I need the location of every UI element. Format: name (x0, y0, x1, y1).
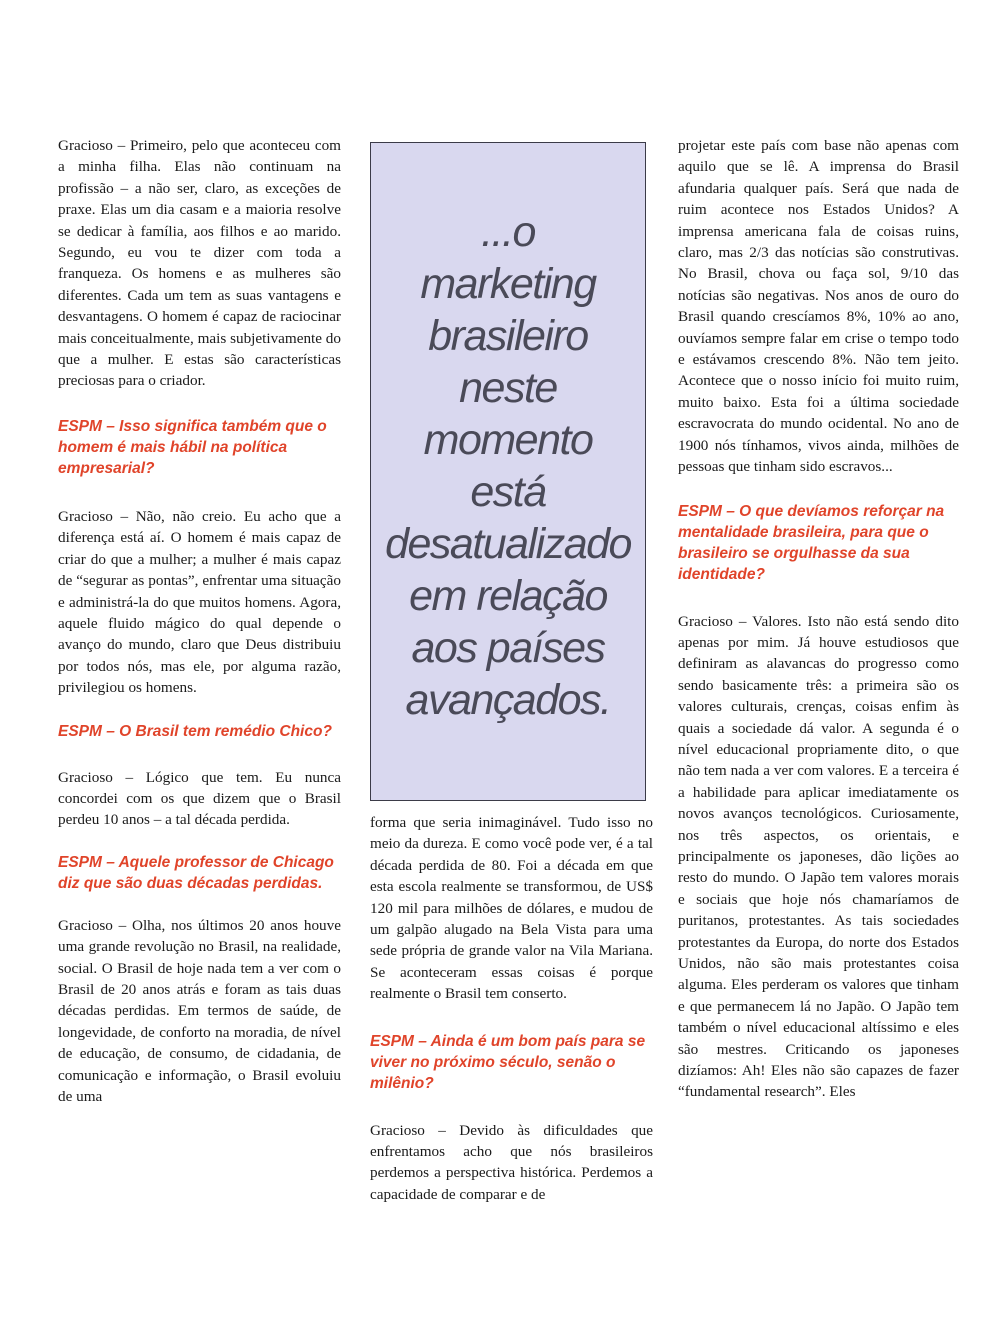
article-column-right (678, 135, 959, 1103)
interview-question: ESPM – Ainda é um bom país para se viver no próximo século, senão o milênio? (370, 1032, 646, 1092)
article-column-left (58, 135, 341, 1107)
answer-paragraph: Gracioso – Valores. Isto não está sendo dito apenas por mim. Já houve estudiosos que definiram as alavancas do progresso como sendo basicamente três: a primeira são os valores culturais, crenças, coisas enfim às quais a sociedade dá valor. A segunda é o nível educacional propriamente dito, o que não tem nada a ver com valores. E a terceira é a habilidade para aplicar imediatamente os novos avanços tecnológicos. Curiosamente, nos três aspectos, os orientais, e principalmente os japoneses, dão lições ao resto do mundo. O Japão tem valores morais e sociais que hoje nós chamaríamos de puritanos, protestantes. As tais sociedades protestantes da Europa, do norte dos Estados Unidos, não são mais protestantes coisa alguma. Eles perderam os valores que tinham e que permanecem lá no Japão. O Japão tem também o nível educacional altíssimo e eles são mestres. Criticando os japoneses dizíamos: Ah! Eles não são capazes de fazer “fundamental research”. Eles (678, 612, 959, 1101)
interview-question: ESPM – O que devíamos reforçar na mentalidade brasileira, para que o brasileiro se orgulhasse da sua identidade? (678, 502, 945, 583)
answer-paragraph: Gracioso – Primeiro, pelo que aconteceu com a minha filha. Elas não continuam na profissão – a não ser, claro, as exceções de praxe. Elas um dia casam e a maioria resolve se dedicar à família, aos filhos e ao marido. Segundo, eu vou te dizer com toda a franqueza. Os homens e as mulheres são diferentes. Cada um tem as suas vantagens e desvantagens. O homem é capaz de raciocinar mais conceitualmente, mais subjetivamente do que a mulher. E estas são características preciosas para o criador. (58, 137, 341, 390)
answer-paragraph: Gracioso – Devido às dificuldades que enfrentamos acho que nós brasileiros perdemos a perspectiva histórica. Perdemos a capacidade de comparar e de (370, 1121, 653, 1203)
interview-question: ESPM – Isso significa também que o homem é mais hábil na política empresarial? (58, 417, 327, 477)
answer-paragraph: Gracioso – Lógico que tem. Eu nunca concordei com os que dizem que o Brasil perdeu 10 anos – a tal década perdida. (58, 768, 341, 829)
interview-question: ESPM – Aquele professor de Chicago diz que são duas décadas perdidas. (58, 853, 334, 892)
answer-paragraph: Gracioso – Olha, nos últimos 20 anos houve uma grande revolução no Brasil, na realidade, social. O Brasil de hoje nada tem a ver com o Brasil de 20 anos atrás e foram as tais duas décadas perdidas. Em termos de saúde, de longevidade, de conforto na moradia, de nível de educação, de consumo, de cidadania, de comunicação e informação, o Brasil evoluiu de uma (58, 916, 341, 1105)
answer-paragraph: projetar este país com base não apenas com aquilo que se lê. A imprensa do Brasil afundaria qualquer país. Será que nada de ruim acontece nos Estados Unidos? A imprensa americana fala de coisas ruins, claro, mas 2/3 das notícias são construtivas. No Brasil, chova ou faça sol, 9/10 das notícias são negativas. Nos anos de ouro do Brasil quando crescíamos 8%, 10% ao ano, ouvíamos sempre falar em crise o tempo todo e estávamos crescendo 8%. Não tem jeito. Acontece que o nosso início foi muito ruim, muito baixo. Esta foi a última sociedade escravocrata do mundo ocidental. No ano de 1900 nós tínhamos, vivos ainda, milhões de pessoas que tinham sido escravos... (678, 137, 959, 476)
pull-quote-text: ...o marketing brasileiro neste momento está desatualizado em relação aos países avançados. (385, 207, 631, 724)
pull-quote-box (370, 142, 646, 801)
answer-paragraph: Gracioso – Não, não creio. Eu acho que a diferença está aí. O homem é mais capaz de criar do que a mulher; a mulher é mais capaz de “segurar as pontas”, enfrentar uma situação e administrá-la do que muitos homens. Agora, aquele fluido mágico do qual depende o avanço do mundo, claro que Deus distribuiu por todos nós, mas ele, por alguma razão, privilegiou os homens. (58, 507, 341, 697)
answer-paragraph: forma que seria inimaginável. Tudo isso no meio da dureza. E como você pode ver, é a tal década perdida de 80. Foi a década em que esta escola realmente se transformou, de US$ 120 mil para milhões de dólares, e mudou de um galpão alugado na Bela Vista para uma sede própria de grande valor na Vila Mariana. Se aconteceram essas coisas é porque realmente o Brasil tem conserto. (370, 814, 653, 1003)
article-column-middle (370, 812, 653, 1205)
interview-question: ESPM – O Brasil tem remédio Chico? (58, 722, 332, 740)
